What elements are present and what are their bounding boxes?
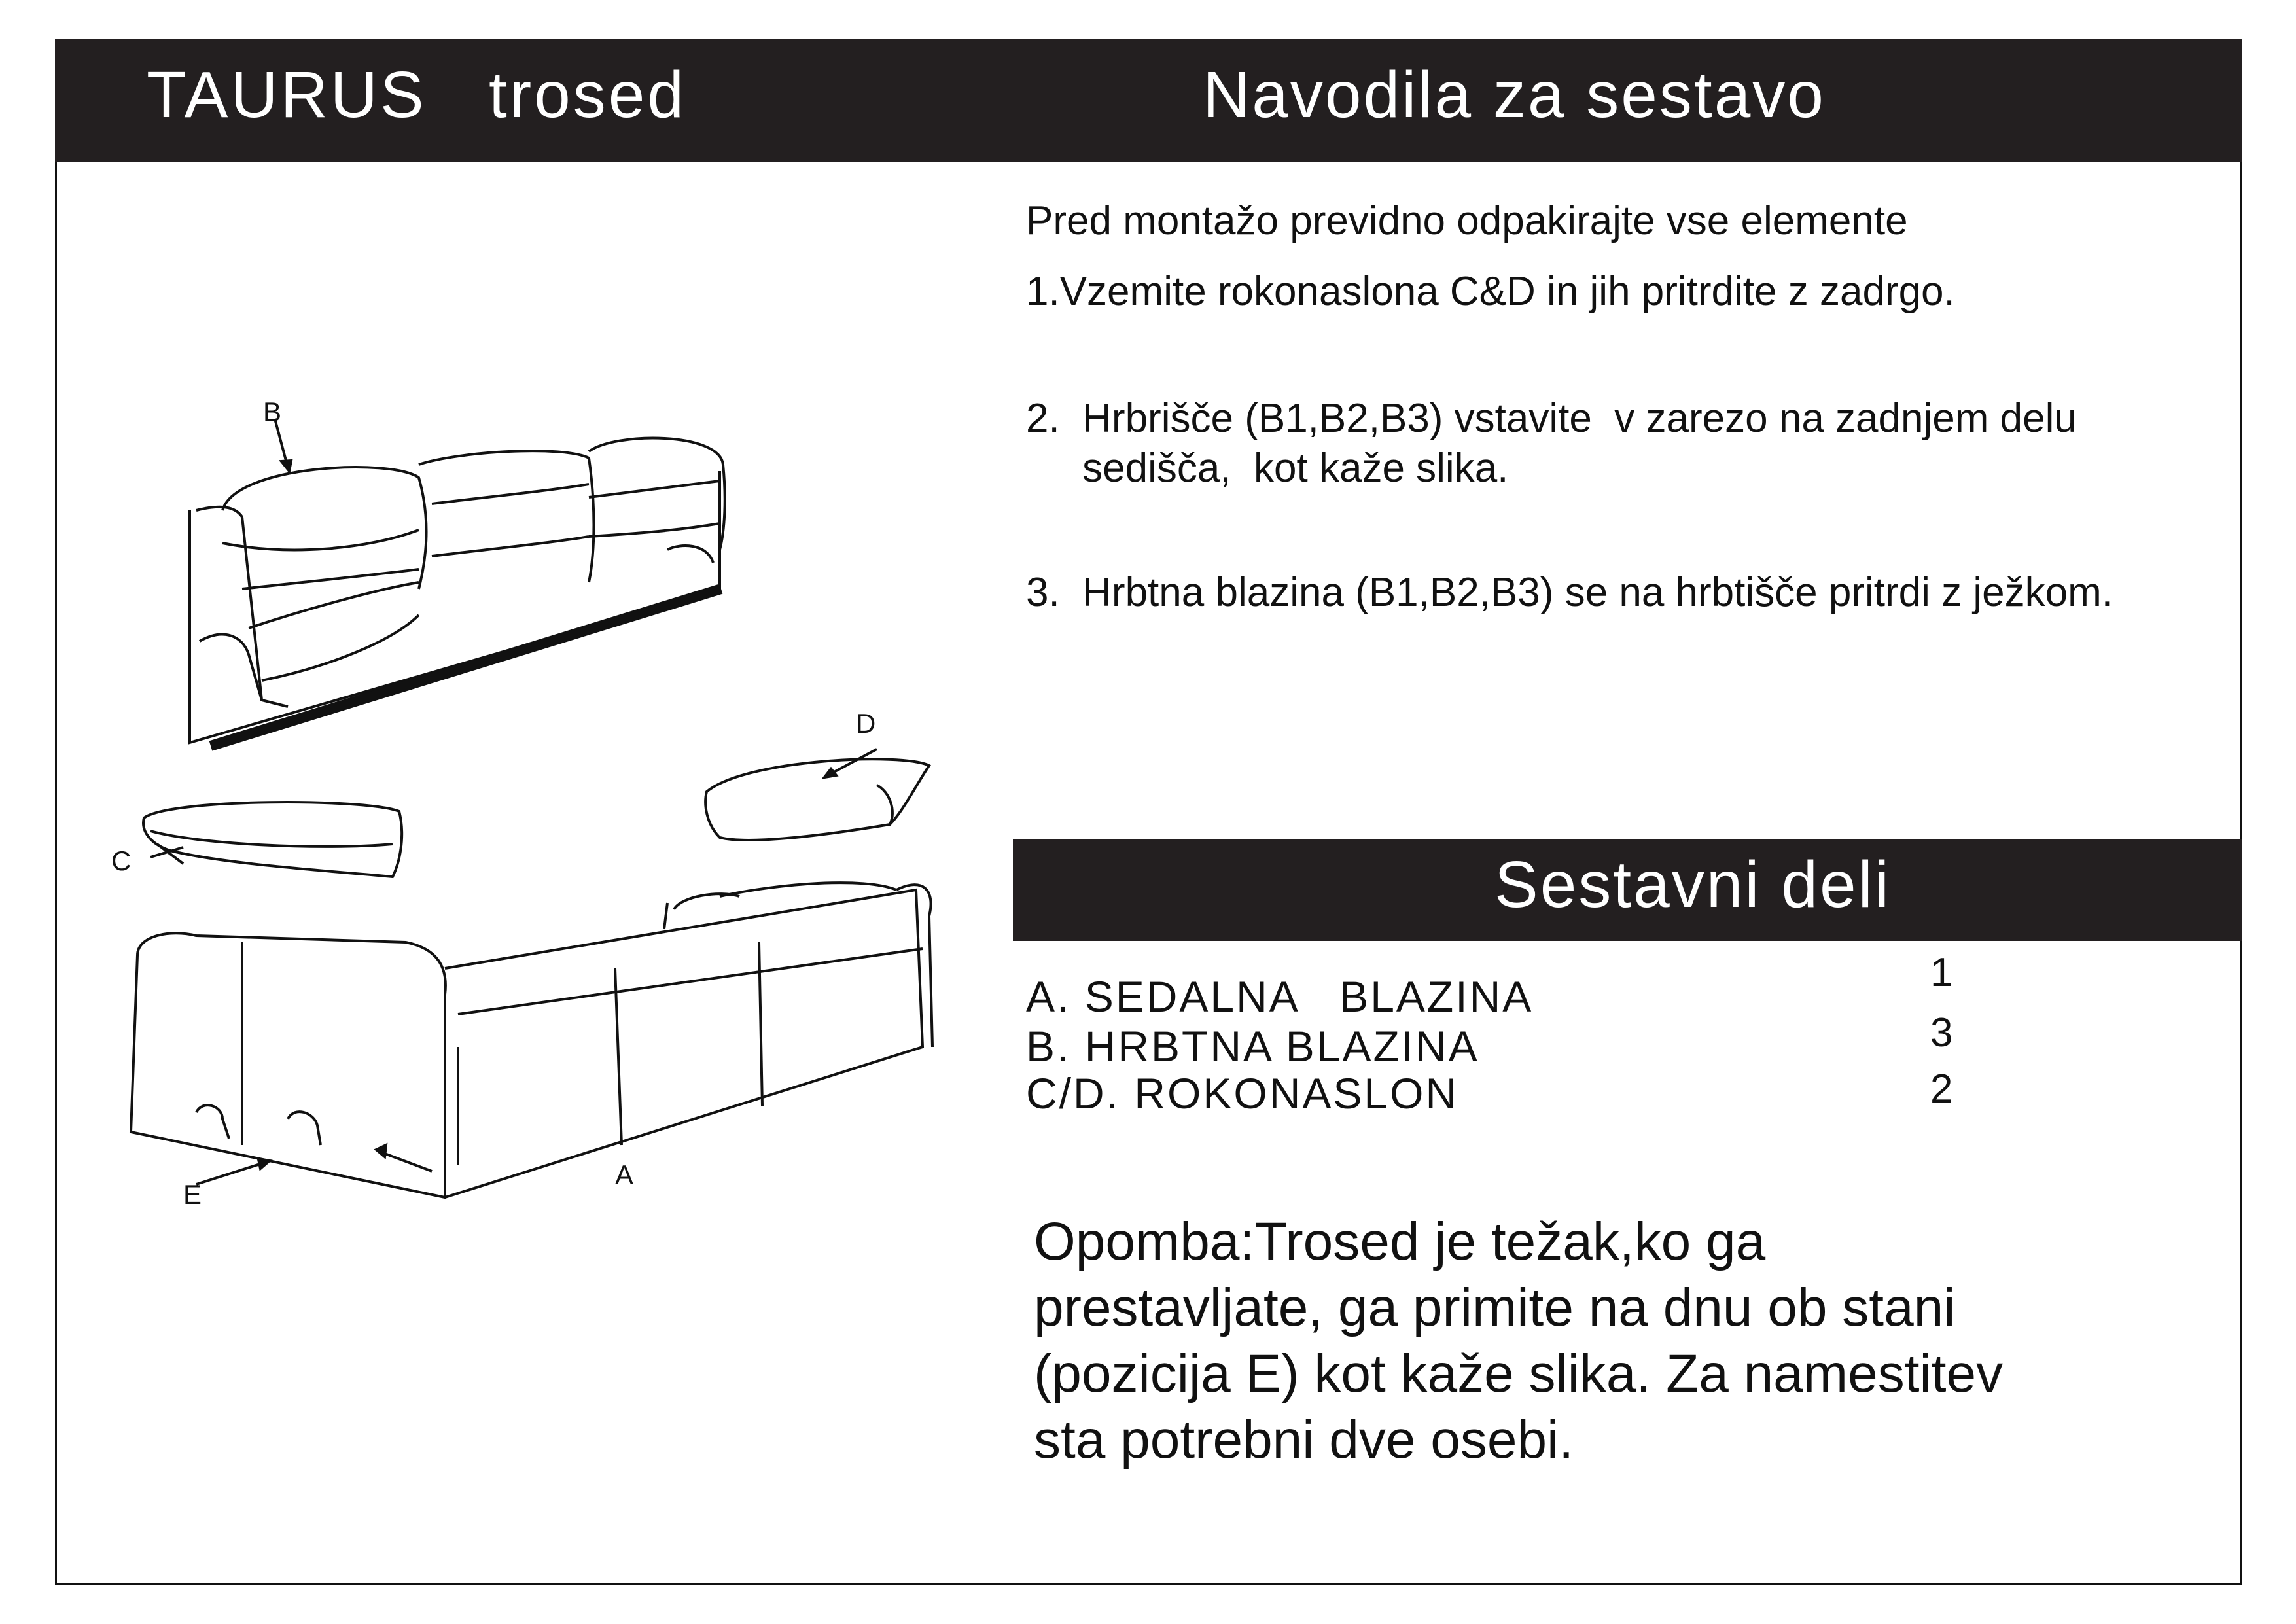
- product-title: TAURUS trosed: [147, 58, 686, 132]
- arrow-d: [828, 749, 877, 775]
- armrest-d-illustration: [705, 759, 929, 840]
- part-cd-name: C/D. ROKONASLON: [1026, 1069, 1459, 1118]
- step-1: 1.Vzemite rokonaslona C&D in jih pritrdite z zadrgo.: [1026, 269, 1955, 314]
- label-c: C: [111, 845, 132, 876]
- label-d: D: [856, 708, 876, 739]
- seat-base-illustration: [131, 883, 932, 1197]
- step-3: 3. Hrbtna blazina (B1,B2,B3) se na hrbtišče pritrdi z ježkom.: [1026, 570, 2113, 615]
- part-b-name: B. HRBTNA BLAZINA: [1026, 1022, 1479, 1070]
- step-2: 2. Hrbrišče (B1,B2,B3) vstavite v zarezo na zadnjem delu sedišča, kot kaže slika.: [1026, 396, 2077, 491]
- parts-title: Sestavni deli: [1494, 848, 1891, 921]
- part-a-name: A. SEDALNA BLAZINA: [1026, 972, 1534, 1021]
- intro-text: Pred montažo previdno odpakirajte vse elemente: [1026, 198, 1908, 243]
- arrow-a: [380, 1152, 432, 1171]
- armrest-c-illustration: [143, 802, 402, 877]
- document-title: Navodila za sestavo: [1203, 58, 1826, 132]
- part-a-qty: 1: [1930, 950, 1953, 995]
- backrest-illustration: [190, 438, 725, 743]
- label-a: A: [615, 1159, 634, 1190]
- part-b-qty: 3: [1930, 1010, 1953, 1055]
- part-cd-qty: 2: [1930, 1067, 1953, 1112]
- assembly-diagram: [92, 393, 981, 1256]
- arrow-e: [196, 1161, 268, 1184]
- note-text: Opomba:Trosed je težak,ko ga prestavljate, ga primite na dnu ob stani (pozicija E) kot kaže slika. Za namestitev sta potrebni dve osebi.: [1034, 1212, 2004, 1470]
- label-e: E: [183, 1179, 202, 1210]
- label-b: B: [263, 397, 282, 427]
